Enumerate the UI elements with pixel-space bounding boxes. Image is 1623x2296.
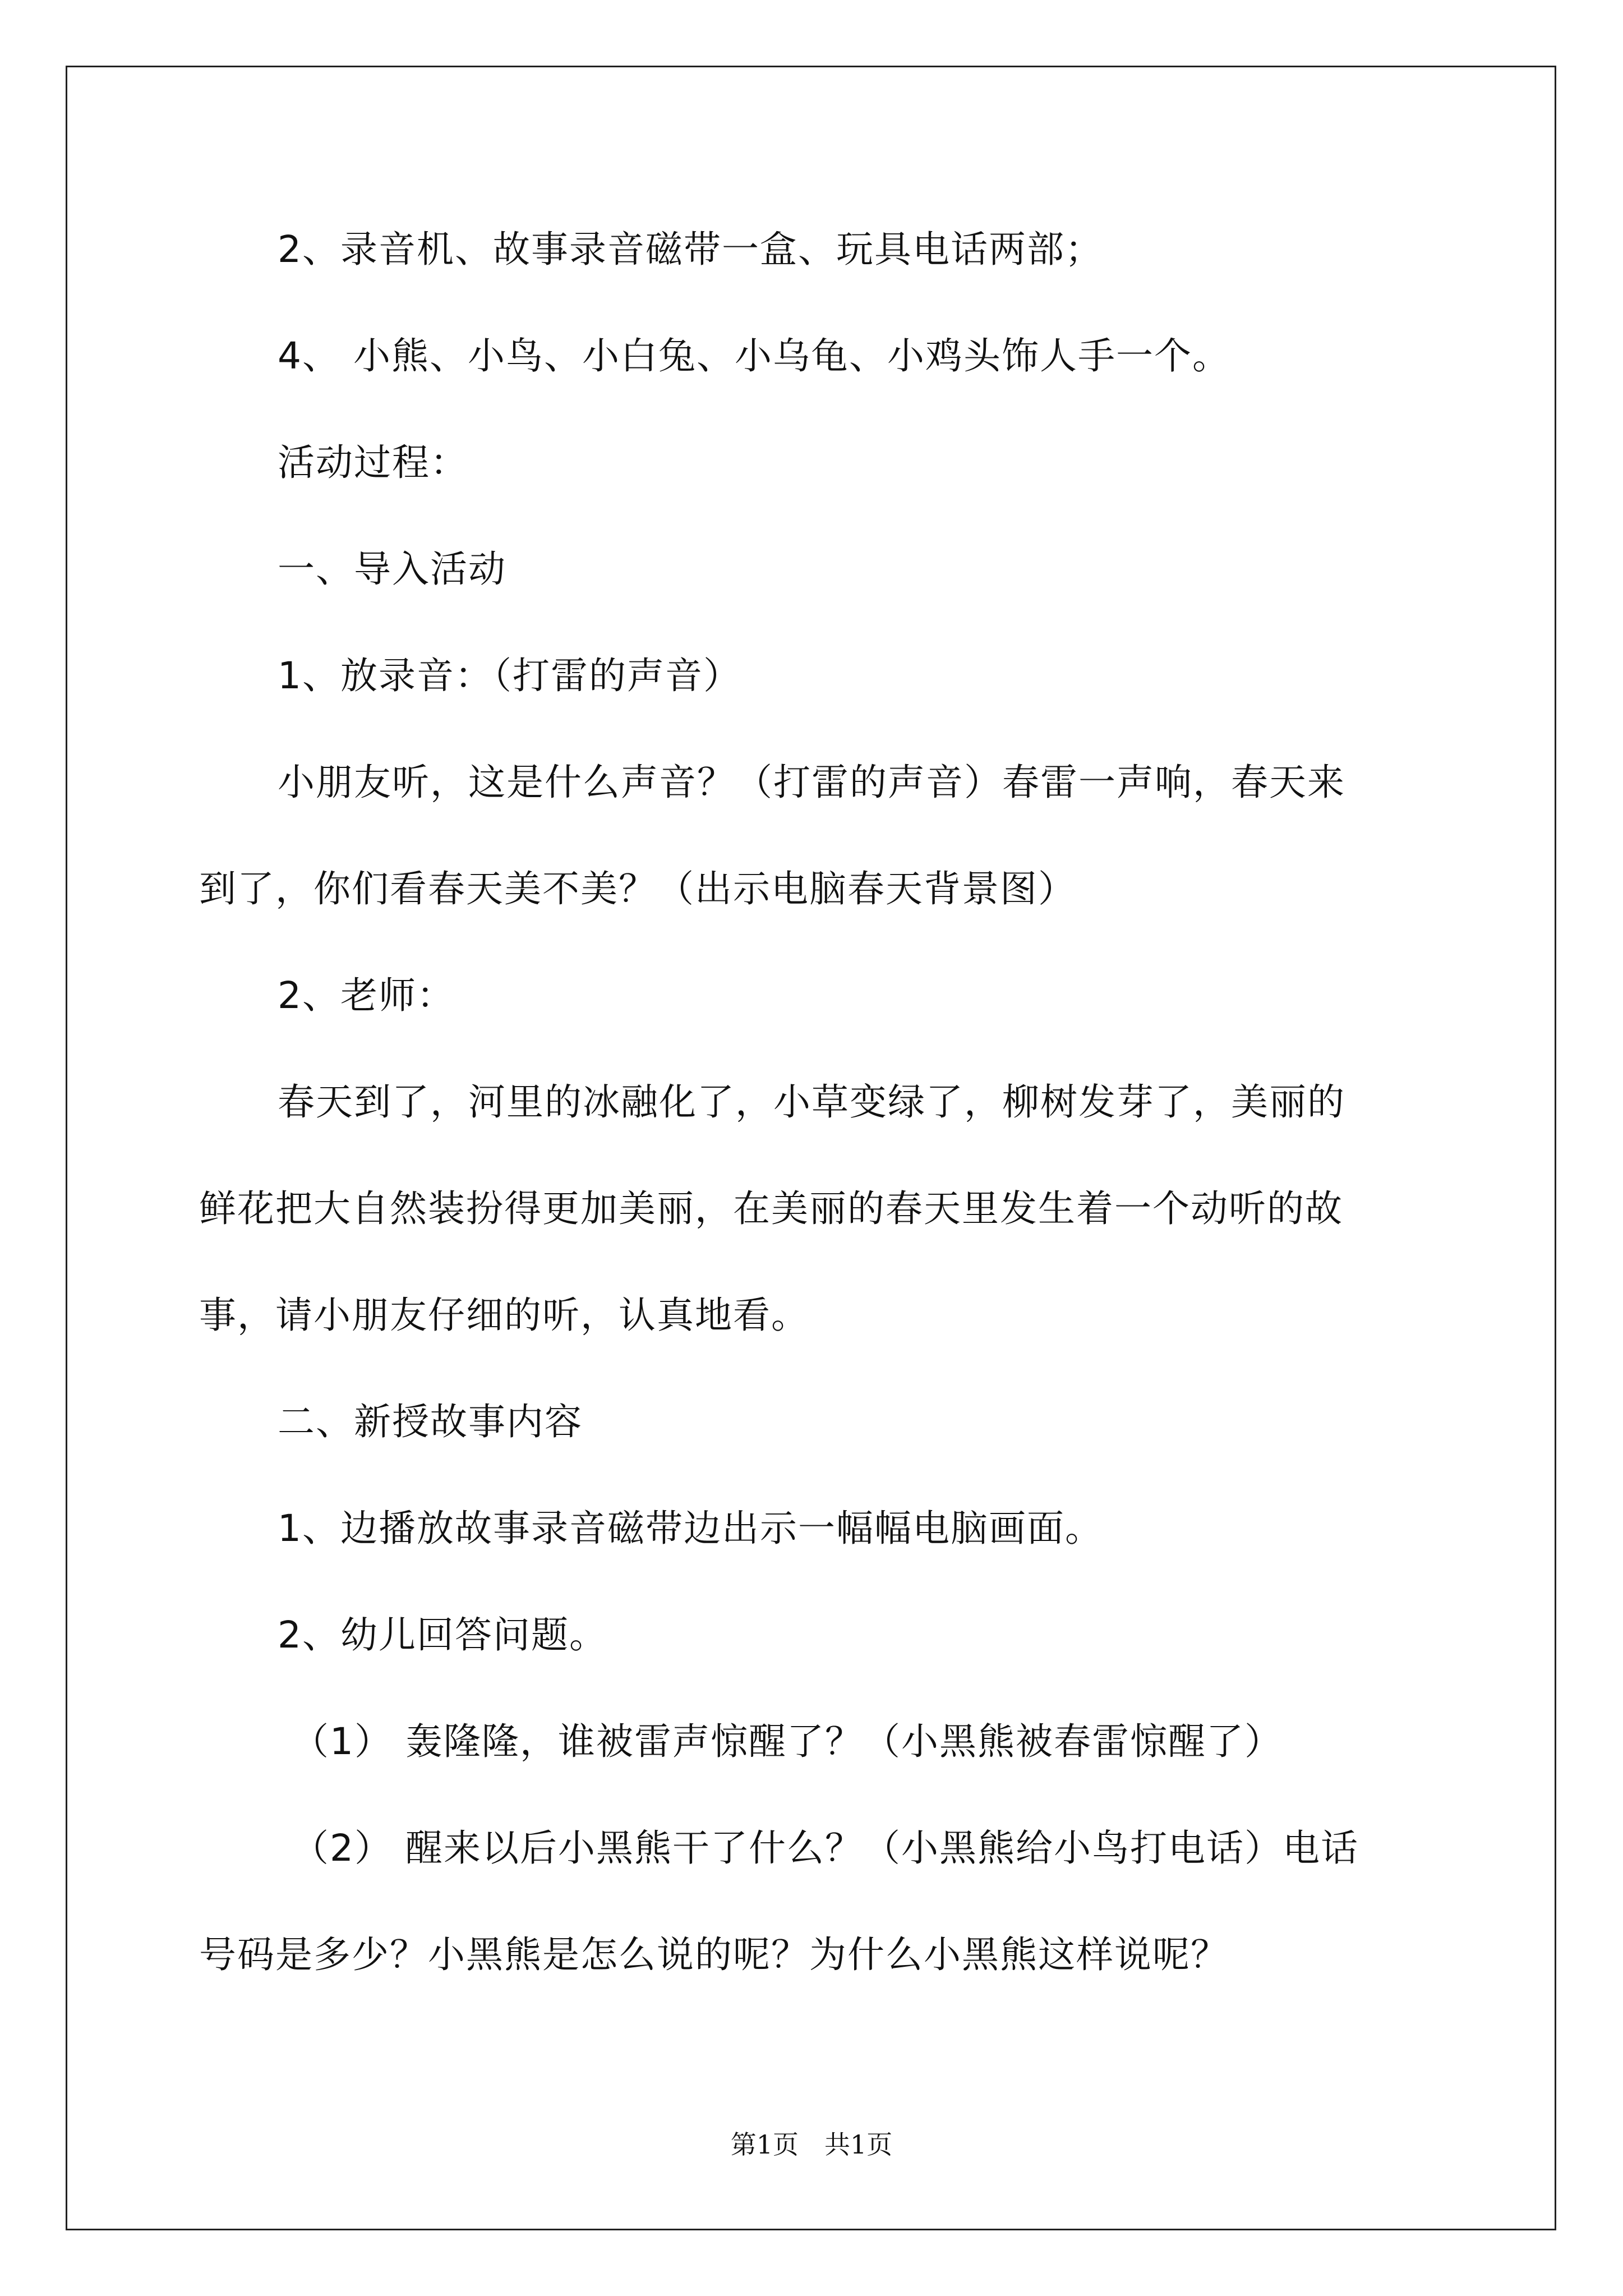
paragraph-line: 小朋友听，这是什么声音？（打雷的声音）春雷一声响，春天来	[278, 761, 1345, 804]
paragraph-line: 1、放录音：（打雷的声音）	[278, 654, 741, 697]
page-border	[66, 66, 1556, 2230]
paragraph-line: （2） 醒来以后小黑熊干了什么？（小黑熊给小鸟打电话）电话	[292, 1826, 1359, 1870]
paragraph-line: 到了，你们看春天美不美？（出示电脑春天背景图）	[199, 867, 1076, 910]
paragraph-line: 1、边播放故事录音磁带边出示一幅幅电脑画面。	[278, 1507, 1103, 1550]
paragraph-line: 号码是多少？小黑熊是怎么说的呢？为什么小黑熊这样说呢？	[199, 1933, 1229, 1976]
paragraph-line: 4、 小熊、小鸟、小白兔、小乌龟、小鸡头饰人手一个。	[278, 334, 1230, 378]
paragraph-line: 2、幼儿回答问题。	[278, 1613, 607, 1657]
paragraph-line: 事，请小朋友仔细的听，认真地看。	[199, 1294, 809, 1337]
paragraph-line: 鲜花把大自然装扮得更加美丽，在美丽的春天里发生着一个动听的故	[199, 1187, 1343, 1230]
page-footer: 第1页 共1页	[730, 2129, 893, 2160]
paragraph-line: 2、录音机、故事录音磁带一盒、玩具电话两部；	[278, 228, 1103, 271]
paragraph-line: （1） 轰隆隆，谁被雷声惊醒了？（小黑熊被春雷惊醒了）	[292, 1720, 1283, 1763]
paragraph-line: 活动过程：	[278, 441, 468, 484]
section-heading: 一、导入活动	[278, 547, 506, 591]
paragraph-line: 春天到了，河里的冰融化了，小草变绿了，柳树发芽了，美丽的	[278, 1080, 1345, 1124]
paragraph-line: 2、老师：	[278, 974, 455, 1017]
section-heading: 二、新授故事内容	[278, 1400, 583, 1443]
